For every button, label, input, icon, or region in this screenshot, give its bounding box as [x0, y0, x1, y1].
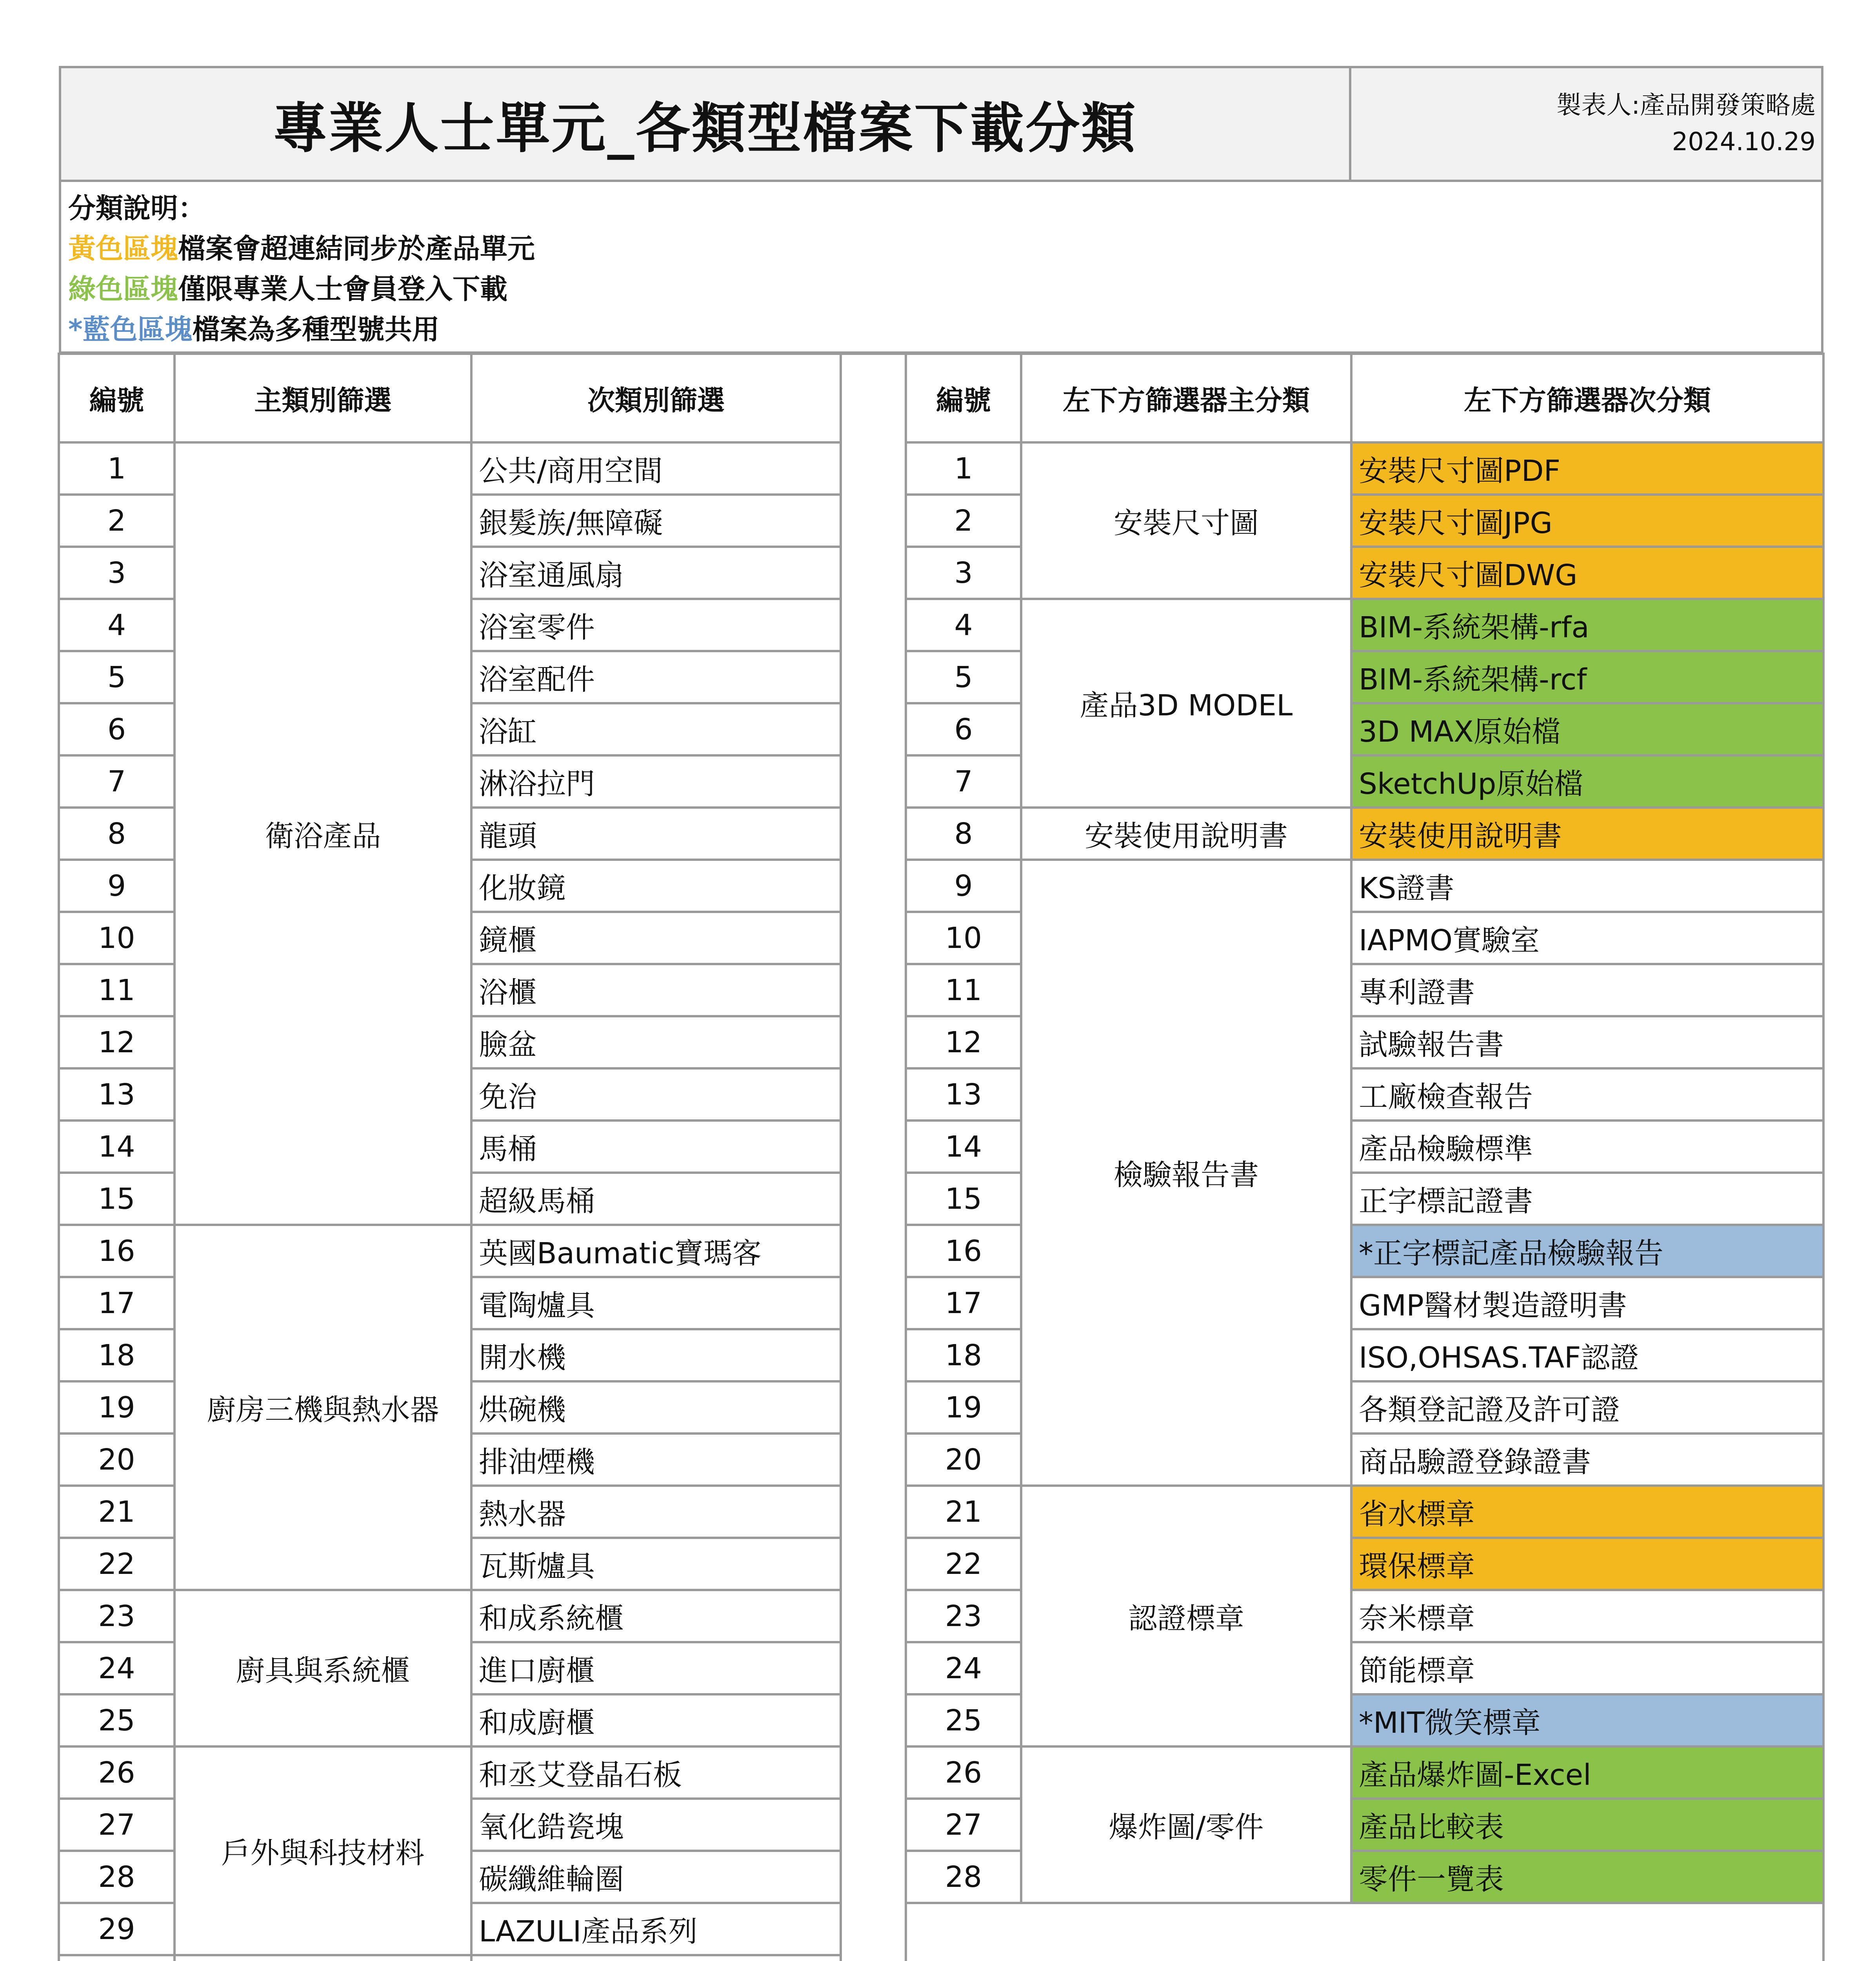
right-header-0-text: 編號: [936, 384, 991, 417]
right-header-0: [905, 353, 1022, 444]
left-row-subcategory: [470, 859, 842, 913]
right-main-category: [1020, 859, 1352, 1487]
maker-label: 製表人:產品開發策略處: [1556, 91, 1816, 120]
note-blue-label: *藍色區塊: [68, 313, 193, 346]
right-row-subcategory: [1350, 1380, 1825, 1435]
left-row-number: [58, 1954, 176, 1961]
right-row-number: [905, 702, 1022, 757]
right-row-subcategory-text: 省水標章: [1359, 1497, 1475, 1531]
left-row-number-text: 21: [98, 1495, 135, 1529]
left-row-number-text: 12: [98, 1025, 135, 1059]
left-row-subcategory-text: 烘碗機: [479, 1393, 566, 1427]
right-row-subcategory: [1350, 963, 1825, 1017]
right-row-number: [905, 1224, 1022, 1278]
left-row-number-text: 7: [107, 764, 126, 799]
left-row-number: [58, 859, 176, 913]
left-row-number: [58, 1328, 176, 1383]
meta-cell: [1349, 66, 1823, 182]
right-main-category: [1020, 1745, 1352, 1904]
right-row-number: [905, 1850, 1022, 1904]
right-row-subcategory-text: 安裝尺寸圖DWG: [1359, 558, 1578, 592]
right-row-number: [905, 493, 1022, 548]
left-row-subcategory-text: 浴室配件: [479, 662, 595, 697]
left-row-number: [58, 754, 176, 809]
right-row-subcategory-text: 產品檢驗標準: [1359, 1132, 1533, 1166]
left-main-category-text: 廚房三機與熱水器: [207, 1393, 439, 1427]
left-row-subcategory: [470, 1119, 842, 1174]
left-row-subcategory-text: 馬桶: [479, 1132, 537, 1166]
left-row-number: [58, 1432, 176, 1487]
left-row-subcategory: [470, 1797, 842, 1852]
right-main-category-text: 安裝使用說明書: [1085, 819, 1288, 853]
right-row-subcategory-text: 試驗報告書: [1359, 1028, 1504, 1062]
left-main-category: [173, 1954, 473, 1961]
right-header-2: [1350, 353, 1825, 444]
left-main-category-text: 廚具與系統櫃: [236, 1654, 410, 1688]
right-row-subcategory-text: *正字標記產品檢驗報告: [1359, 1236, 1663, 1270]
left-row-subcategory: [470, 1954, 842, 1961]
left-row-number: [58, 1537, 176, 1591]
right-row-number-text: 1: [954, 451, 973, 486]
left-row-number: [58, 806, 176, 861]
left-header-2-text: 次類別篩選: [587, 384, 725, 417]
left-row-number-text: 6: [107, 712, 126, 746]
right-row-subcategory: [1350, 1745, 1825, 1800]
right-row-number-text: 18: [945, 1338, 982, 1372]
left-row-number-text: 20: [98, 1443, 135, 1477]
right-row-subcategory: [1350, 1224, 1825, 1278]
right-row-number: [905, 1693, 1022, 1748]
left-row-number: [58, 963, 176, 1017]
right-row-number: [905, 1015, 1022, 1070]
left-row-number: [58, 1850, 176, 1904]
right-row-subcategory-text: 工廠檢查報告: [1359, 1080, 1533, 1114]
left-row-subcategory: [470, 1224, 842, 1278]
left-row-number: [58, 1172, 176, 1226]
right-row-number-text: 24: [945, 1651, 982, 1685]
right-row-number: [905, 1380, 1022, 1435]
left-header-0: [58, 353, 176, 444]
spacer-column: [840, 353, 907, 1961]
left-row-number: [58, 650, 176, 704]
left-row-subcategory: [470, 1589, 842, 1643]
left-row-number-text: 27: [98, 1808, 135, 1842]
left-row-number-text: 16: [98, 1234, 135, 1268]
right-header-1: [1020, 353, 1352, 444]
right-row-subcategory: [1350, 1119, 1825, 1174]
right-main-category: [1020, 806, 1352, 861]
right-main-category-text: 認證標章: [1128, 1601, 1244, 1635]
left-row-number-text: 2: [107, 504, 126, 538]
right-row-subcategory: [1350, 1589, 1825, 1643]
right-main-category: [1020, 598, 1352, 809]
left-row-subcategory: [470, 1693, 842, 1748]
note-green: [68, 269, 1821, 309]
left-row-number-text: 1: [107, 451, 126, 486]
right-row-number-text: 3: [954, 556, 973, 590]
right-row-subcategory: [1350, 650, 1825, 704]
right-row-subcategory-text: 安裝尺寸圖PDF: [1359, 454, 1561, 488]
right-row-subcategory: [1350, 1276, 1825, 1330]
right-main-category-text: 安裝尺寸圖: [1114, 506, 1259, 540]
right-row-subcategory-text: 環保標章: [1359, 1549, 1475, 1583]
right-row-number-text: 14: [945, 1130, 982, 1164]
left-row-number-text: 13: [98, 1077, 135, 1111]
left-main-category: [173, 1745, 473, 1956]
left-row-subcategory: [470, 1276, 842, 1330]
right-row-number-text: 9: [954, 869, 973, 903]
right-row-number-text: 6: [954, 712, 973, 746]
right-row-number-text: 28: [945, 1860, 982, 1894]
right-row-subcategory-text: SketchUp原始檔: [1359, 767, 1583, 801]
left-row-number: [58, 1745, 176, 1800]
left-row-subcategory-text: 公共/商用空間: [479, 454, 663, 488]
left-header-0-text: 編號: [89, 384, 144, 417]
note-green-text: 僅限專業人士會員登入下載: [178, 273, 507, 305]
left-row-subcategory-text: 浴缸: [479, 715, 537, 749]
right-row-number-text: 19: [945, 1390, 982, 1424]
right-main-category-text: 爆炸圖/零件: [1109, 1810, 1264, 1844]
right-row-number-text: 4: [954, 608, 973, 642]
left-header-1-text: 主類別篩選: [254, 384, 392, 417]
right-row-number-text: 25: [945, 1703, 982, 1737]
left-row-number-text: 4: [107, 608, 126, 642]
left-row-subcategory-text: LAZULI產品系列: [479, 1914, 698, 1948]
left-row-number-text: 19: [98, 1390, 135, 1424]
left-row-number: [58, 1797, 176, 1852]
left-row-number: [58, 1902, 176, 1956]
note-green-label: 綠色區塊: [68, 273, 178, 305]
right-row-subcategory-text: 安裝使用說明書: [1359, 819, 1562, 853]
left-row-number-text: 10: [98, 921, 135, 955]
right-row-number-text: 27: [945, 1808, 982, 1842]
left-row-subcategory: [470, 963, 842, 1017]
right-row-subcategory-text: *MIT微笑標章: [1359, 1706, 1541, 1740]
left-row-number: [58, 441, 176, 496]
right-row-subcategory: [1350, 1641, 1825, 1695]
left-row-subcategory: [470, 1484, 842, 1539]
right-row-subcategory: [1350, 1850, 1825, 1904]
left-row-subcategory-text: 熱水器: [479, 1497, 566, 1531]
left-row-number-text: 8: [107, 817, 126, 851]
left-row-subcategory: [470, 1067, 842, 1122]
right-row-subcategory: [1350, 598, 1825, 652]
right-row-number: [905, 1172, 1022, 1226]
right-row-subcategory: [1350, 1432, 1825, 1487]
right-row-number: [905, 1119, 1022, 1174]
left-row-number-text: 28: [98, 1860, 135, 1894]
right-row-number-text: 8: [954, 817, 973, 851]
right-row-subcategory-text: 產品爆炸圖-Excel: [1359, 1758, 1591, 1792]
left-main-category-text: 衛浴產品: [265, 819, 381, 853]
right-row-subcategory-text: 安裝尺寸圖JPG: [1359, 506, 1552, 540]
right-row-subcategory: [1350, 754, 1825, 809]
left-row-subcategory-text: 銀髮族/無障礙: [479, 506, 663, 540]
left-row-subcategory: [470, 1172, 842, 1226]
right-row-number: [905, 441, 1022, 496]
left-row-number-text: 5: [107, 660, 126, 694]
left-row-subcategory-text: 和成廚櫃: [479, 1706, 595, 1740]
left-row-number: [58, 1067, 176, 1122]
left-row-number: [58, 546, 176, 600]
notes-cell: [59, 180, 1823, 354]
right-row-number: [905, 754, 1022, 809]
right-row-subcategory: [1350, 546, 1825, 600]
right-row-subcategory-text: 3D MAX原始檔: [1359, 715, 1561, 749]
left-row-number-text: 24: [98, 1651, 135, 1685]
left-main-category-text: 戶外與科技材料: [221, 1836, 425, 1870]
left-row-number-text: 9: [107, 869, 126, 903]
left-row-subcategory-text: 浴櫃: [479, 975, 537, 1010]
right-row-subcategory: [1350, 859, 1825, 913]
right-header-1-text: 左下方篩選器主分類: [1063, 384, 1310, 417]
right-row-number-text: 16: [945, 1234, 982, 1268]
right-main-category: [1020, 441, 1352, 600]
right-row-number: [905, 1537, 1022, 1591]
right-row-number-text: 26: [945, 1755, 982, 1790]
left-row-subcategory: [470, 1537, 842, 1591]
right-row-subcategory: [1350, 493, 1825, 548]
right-row-number: [905, 1432, 1022, 1487]
left-row-subcategory-text: 鏡櫃: [479, 923, 537, 957]
right-row-number: [905, 1797, 1022, 1852]
right-row-number: [905, 650, 1022, 704]
left-row-subcategory-text: 免治: [479, 1080, 537, 1114]
right-row-number: [905, 1589, 1022, 1643]
right-main-category-text: 檢驗報告書: [1114, 1158, 1259, 1192]
left-header-1: [173, 353, 473, 444]
note-blue: [68, 309, 1821, 350]
right-row-subcategory: [1350, 1015, 1825, 1070]
left-row-subcategory-text: 開水機: [479, 1341, 566, 1375]
right-row-subcategory-text: 商品驗證登錄證書: [1359, 1445, 1591, 1479]
left-row-number-text: 18: [98, 1338, 135, 1372]
right-row-subcategory-text: 零件一覽表: [1359, 1862, 1504, 1896]
right-main-category-text: 產品3D MODEL: [1080, 689, 1293, 722]
note-blue-text: 檔案為多種型號共用: [192, 313, 440, 346]
left-row-number: [58, 1015, 176, 1070]
left-row-subcategory: [470, 1328, 842, 1383]
page-title: 專業人士單元_各類型檔案下載分類: [273, 97, 1137, 160]
left-row-subcategory-text: 排油煙機: [479, 1445, 595, 1479]
left-row-subcategory-text: 淋浴拉門: [479, 767, 595, 801]
right-row-subcategory-text: KS證書: [1359, 871, 1454, 905]
right-header-2-text: 左下方篩選器次分類: [1464, 384, 1711, 417]
left-row-number: [58, 1589, 176, 1643]
left-row-subcategory: [470, 1745, 842, 1800]
right-row-subcategory: [1350, 1172, 1825, 1226]
left-row-number: [58, 911, 176, 965]
right-main-category: [1020, 1484, 1352, 1748]
left-row-number: [58, 1276, 176, 1330]
right-row-number: [905, 963, 1022, 1017]
right-row-number-text: 22: [945, 1547, 982, 1581]
right-row-number-text: 23: [945, 1599, 982, 1633]
left-row-subcategory-text: 英國Baumatic寶瑪客: [479, 1236, 762, 1270]
left-row-number-text: 25: [98, 1703, 135, 1737]
right-row-number: [905, 598, 1022, 652]
right-row-subcategory-text: BIM-系統架構-rcf: [1359, 662, 1587, 697]
right-row-number-text: 5: [954, 660, 973, 694]
left-row-number: [58, 1119, 176, 1174]
left-main-category: [173, 441, 473, 1226]
left-row-number: [58, 1693, 176, 1748]
left-row-subcategory-text: 瓦斯爐具: [479, 1549, 595, 1583]
right-row-number-text: 2: [954, 504, 973, 538]
left-row-subcategory-text: 碳纖維輪圈: [479, 1862, 624, 1896]
left-row-subcategory-text: 和丞艾登晶石板: [479, 1758, 682, 1792]
left-row-subcategory: [470, 911, 842, 965]
right-row-subcategory: [1350, 806, 1825, 861]
right-row-number-text: 17: [945, 1286, 982, 1320]
left-row-subcategory: [470, 806, 842, 861]
left-row-subcategory: [470, 1380, 842, 1435]
left-row-subcategory-text: 化妝鏡: [479, 871, 566, 905]
right-row-number: [905, 806, 1022, 861]
right-row-subcategory-text: IAPMO實驗室: [1359, 923, 1540, 957]
left-row-subcategory-text: 超級馬桶: [479, 1184, 595, 1218]
left-row-number: [58, 1224, 176, 1278]
left-row-subcategory: [470, 702, 842, 757]
right-row-subcategory: [1350, 702, 1825, 757]
right-blank-area: [905, 1903, 1825, 1961]
right-row-subcategory-text: 節能標章: [1359, 1654, 1475, 1688]
right-row-number: [905, 1641, 1022, 1695]
left-row-subcategory: [470, 1850, 842, 1904]
left-row-subcategory: [470, 598, 842, 652]
right-row-number-text: 21: [945, 1495, 982, 1529]
left-row-subcategory: [470, 1432, 842, 1487]
left-row-number-text: 22: [98, 1547, 135, 1581]
right-row-subcategory: [1350, 911, 1825, 965]
right-row-subcategory: [1350, 1693, 1825, 1748]
left-row-subcategory-text: 臉盆: [479, 1028, 537, 1062]
right-row-number: [905, 1484, 1022, 1539]
right-row-number: [905, 1328, 1022, 1383]
left-row-number-text: 14: [98, 1130, 135, 1164]
right-row-number-text: 20: [945, 1443, 982, 1477]
right-row-subcategory-text: 專利證書: [1359, 975, 1475, 1010]
left-row-subcategory-text: 浴室零件: [479, 610, 595, 644]
right-row-subcategory-text: ISO,OHSAS.TAF認證: [1359, 1341, 1639, 1375]
left-row-subcategory-text: 浴室通風扇: [479, 558, 624, 592]
right-row-subcategory-text: 產品比較表: [1359, 1810, 1504, 1844]
right-row-number-text: 12: [945, 1025, 982, 1059]
left-row-subcategory: [470, 441, 842, 496]
right-row-subcategory: [1350, 1484, 1825, 1539]
left-row-subcategory-text: 氧化鋯瓷塊: [479, 1810, 624, 1844]
left-row-number-text: 11: [98, 973, 135, 1007]
right-row-subcategory-text: 各類登記證及許可證: [1359, 1393, 1620, 1427]
right-row-subcategory-text: GMP醫材製造證明書: [1359, 1288, 1627, 1322]
left-row-number: [58, 493, 176, 548]
right-row-number-text: 7: [954, 764, 973, 799]
left-row-number-text: 3: [107, 556, 126, 590]
right-row-number-text: 11: [945, 973, 982, 1007]
left-row-subcategory: [470, 1902, 842, 1956]
left-row-number: [58, 702, 176, 757]
left-header-2: [470, 353, 842, 444]
right-row-subcategory-text: 正字標記證書: [1359, 1184, 1533, 1218]
right-row-number: [905, 1067, 1022, 1122]
right-row-subcategory: [1350, 1328, 1825, 1383]
right-row-number-text: 10: [945, 921, 982, 955]
left-row-number-text: 26: [98, 1755, 135, 1790]
title-cell: [59, 66, 1351, 182]
right-row-number: [905, 1276, 1022, 1330]
right-row-subcategory-text: BIM-系統架構-rfa: [1359, 610, 1589, 644]
left-row-subcategory: [470, 1641, 842, 1695]
left-main-category: [173, 1224, 473, 1591]
left-row-number-text: 17: [98, 1286, 135, 1320]
left-row-subcategory: [470, 493, 842, 548]
left-row-subcategory-text: 電陶爐具: [479, 1288, 595, 1322]
right-row-subcategory: [1350, 441, 1825, 496]
date-label: 2024.10.29: [1672, 127, 1816, 156]
right-row-subcategory: [1350, 1067, 1825, 1122]
left-row-number: [58, 598, 176, 652]
left-row-number: [58, 1380, 176, 1435]
left-main-category: [173, 1589, 473, 1748]
left-row-number-text: 23: [98, 1599, 135, 1633]
note-yellow-text: 檔案會超連結同步於產品單元: [178, 233, 535, 265]
notes-heading: 分類說明：: [68, 192, 205, 224]
right-row-number: [905, 1745, 1022, 1800]
right-row-number: [905, 911, 1022, 965]
note-yellow: [68, 229, 1821, 269]
right-row-number: [905, 546, 1022, 600]
right-row-number-text: 13: [945, 1077, 982, 1111]
right-row-subcategory: [1350, 1537, 1825, 1591]
left-row-subcategory: [470, 546, 842, 600]
note-yellow-label: 黃色區塊: [68, 233, 178, 265]
left-row-subcategory-text: 龍頭: [479, 819, 537, 853]
left-row-number-text: 15: [98, 1182, 135, 1216]
left-row-subcategory: [470, 650, 842, 704]
right-row-number-text: 15: [945, 1182, 982, 1216]
left-row-subcategory-text: 和成系統櫃: [479, 1601, 624, 1635]
left-row-subcategory: [470, 754, 842, 809]
left-row-number: [58, 1641, 176, 1695]
left-row-number: [58, 1484, 176, 1539]
left-row-subcategory-text: 進口廚櫃: [479, 1654, 595, 1688]
left-row-subcategory: [470, 1015, 842, 1070]
right-row-subcategory: [1350, 1797, 1825, 1852]
right-row-number: [905, 859, 1022, 913]
right-row-subcategory-text: 奈米標章: [1359, 1601, 1475, 1635]
left-row-number-text: 29: [98, 1912, 135, 1946]
